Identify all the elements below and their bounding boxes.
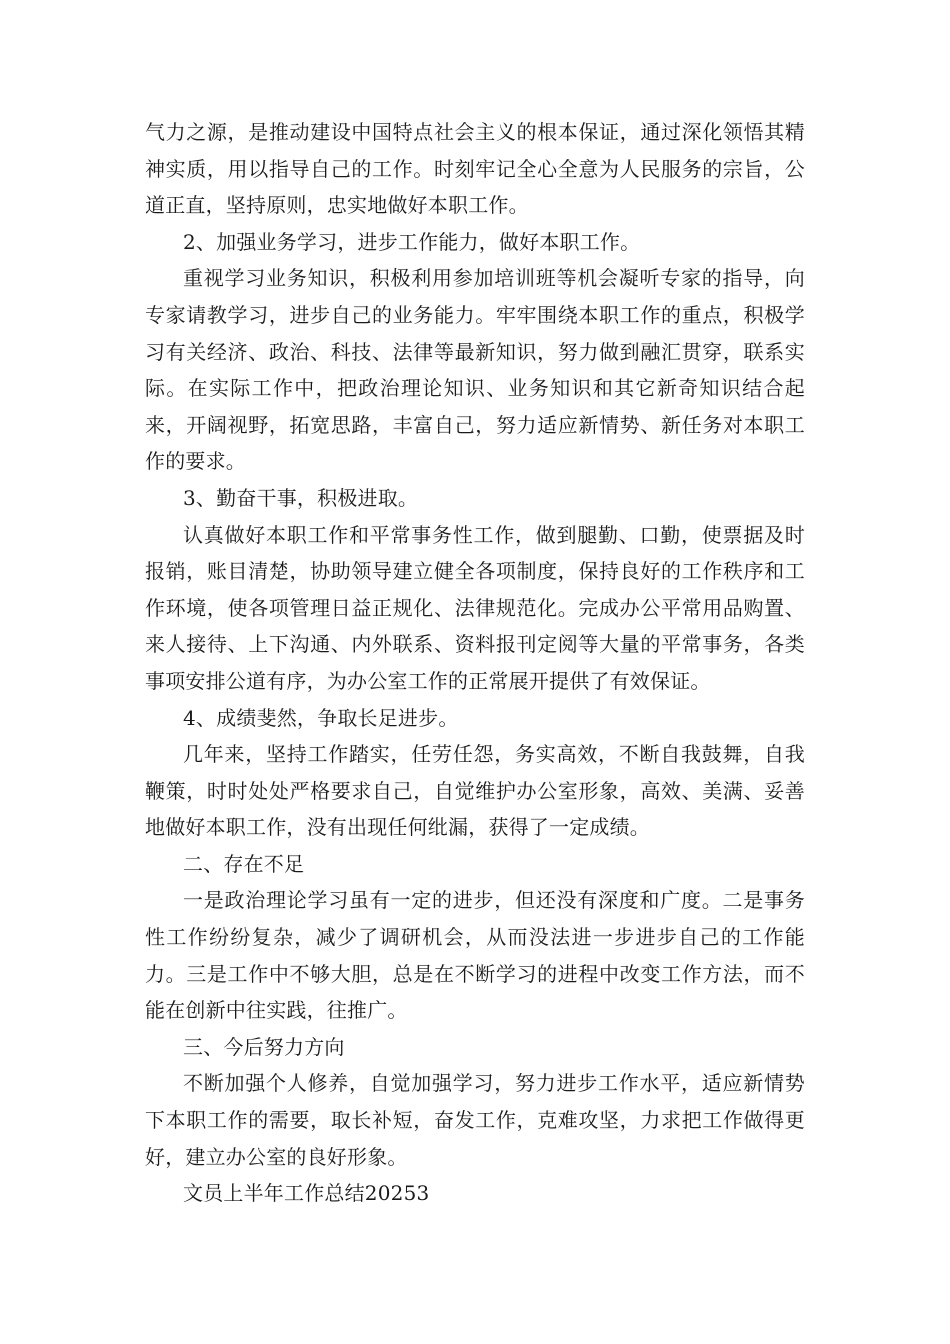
paragraph: 重视学习业务知识，积极利用参加培训班等机会凝听专家的指导，向专家请教学习，进步自己的业务能力。牢牢围绕本职工作的重点，积极学习有关经济、政治、科技、法律等最新知识，努力做到融汇贯穿，联系实际。在实际工作中，把政治理论知识、业务知识和其它新奇知识结合起来，开阔视野，拓宽思路，丰富自己，努力适应新情势、新任务对本职工作的要求。 [145,266,805,474]
paragraph: 几年来，坚持工作踏实，任劳任怨，务实高效，不断自我鼓舞，自我鞭策，时时处处严格要求自己，自觉维护办公室形象，高效、美满、妥善地做好本职工作，没有出现任何纰漏，获得了一定成绩。 [145,742,805,840]
paragraph: 一是政治理论学习虽有一定的进步，但还没有深度和广度。二是事务性工作纷纷复杂，减少了调研机会，从而没法进一步进步自己的工作能力。三是工作中不够大胆，总是在不断学习的进程中改变工作方法，而不能在创新中往实践，往推广。 [145,888,805,1023]
paragraph: 气力之源，是推动建设中国特点社会主义的根本保证，通过深化领悟其精神实质，用以指导自己的工作。时刻牢记全心全意为人民服务的宗旨，公道正直，坚持原则，忠实地做好本职工作。 [145,120,805,218]
paragraph: 认真做好本职工作和平常事务性工作，做到腿勤、口勤，使票据及时报销，账目清楚，协助领导建立健全各项制度，保持良好的工作秩序和工作环境，使各项管理日益正规化、法律规范化。完成办公平常用品购置、来人接待、上下沟通、内外联系、资料报刊定阅等大量的平常事务，各类事项安排公道有序，为办公室工作的正常展开提供了有效保证。 [145,522,805,693]
section-heading: 二、存在不足 [183,851,305,876]
section-heading: 4、成绩斐然，争取长足进步。 [183,705,459,730]
document-subtitle: 文员上半年工作总结20253 [183,1181,430,1206]
section-heading: 3、勤奋干事，积极进取。 [183,485,419,510]
section-heading: 三、今后努力方向 [183,1034,345,1059]
paragraph: 不断加强个人修养，自觉加强学习，努力进步工作水平，适应新情势下本职工作的需要，取长补短，奋发工作，克难攻坚，力求把工作做得更好，建立办公室的良好形象。 [145,1071,805,1169]
section-heading: 2、加强业务学习，进步工作能力，做好本职工作。 [183,229,641,254]
document-body [145,114,805,1212]
